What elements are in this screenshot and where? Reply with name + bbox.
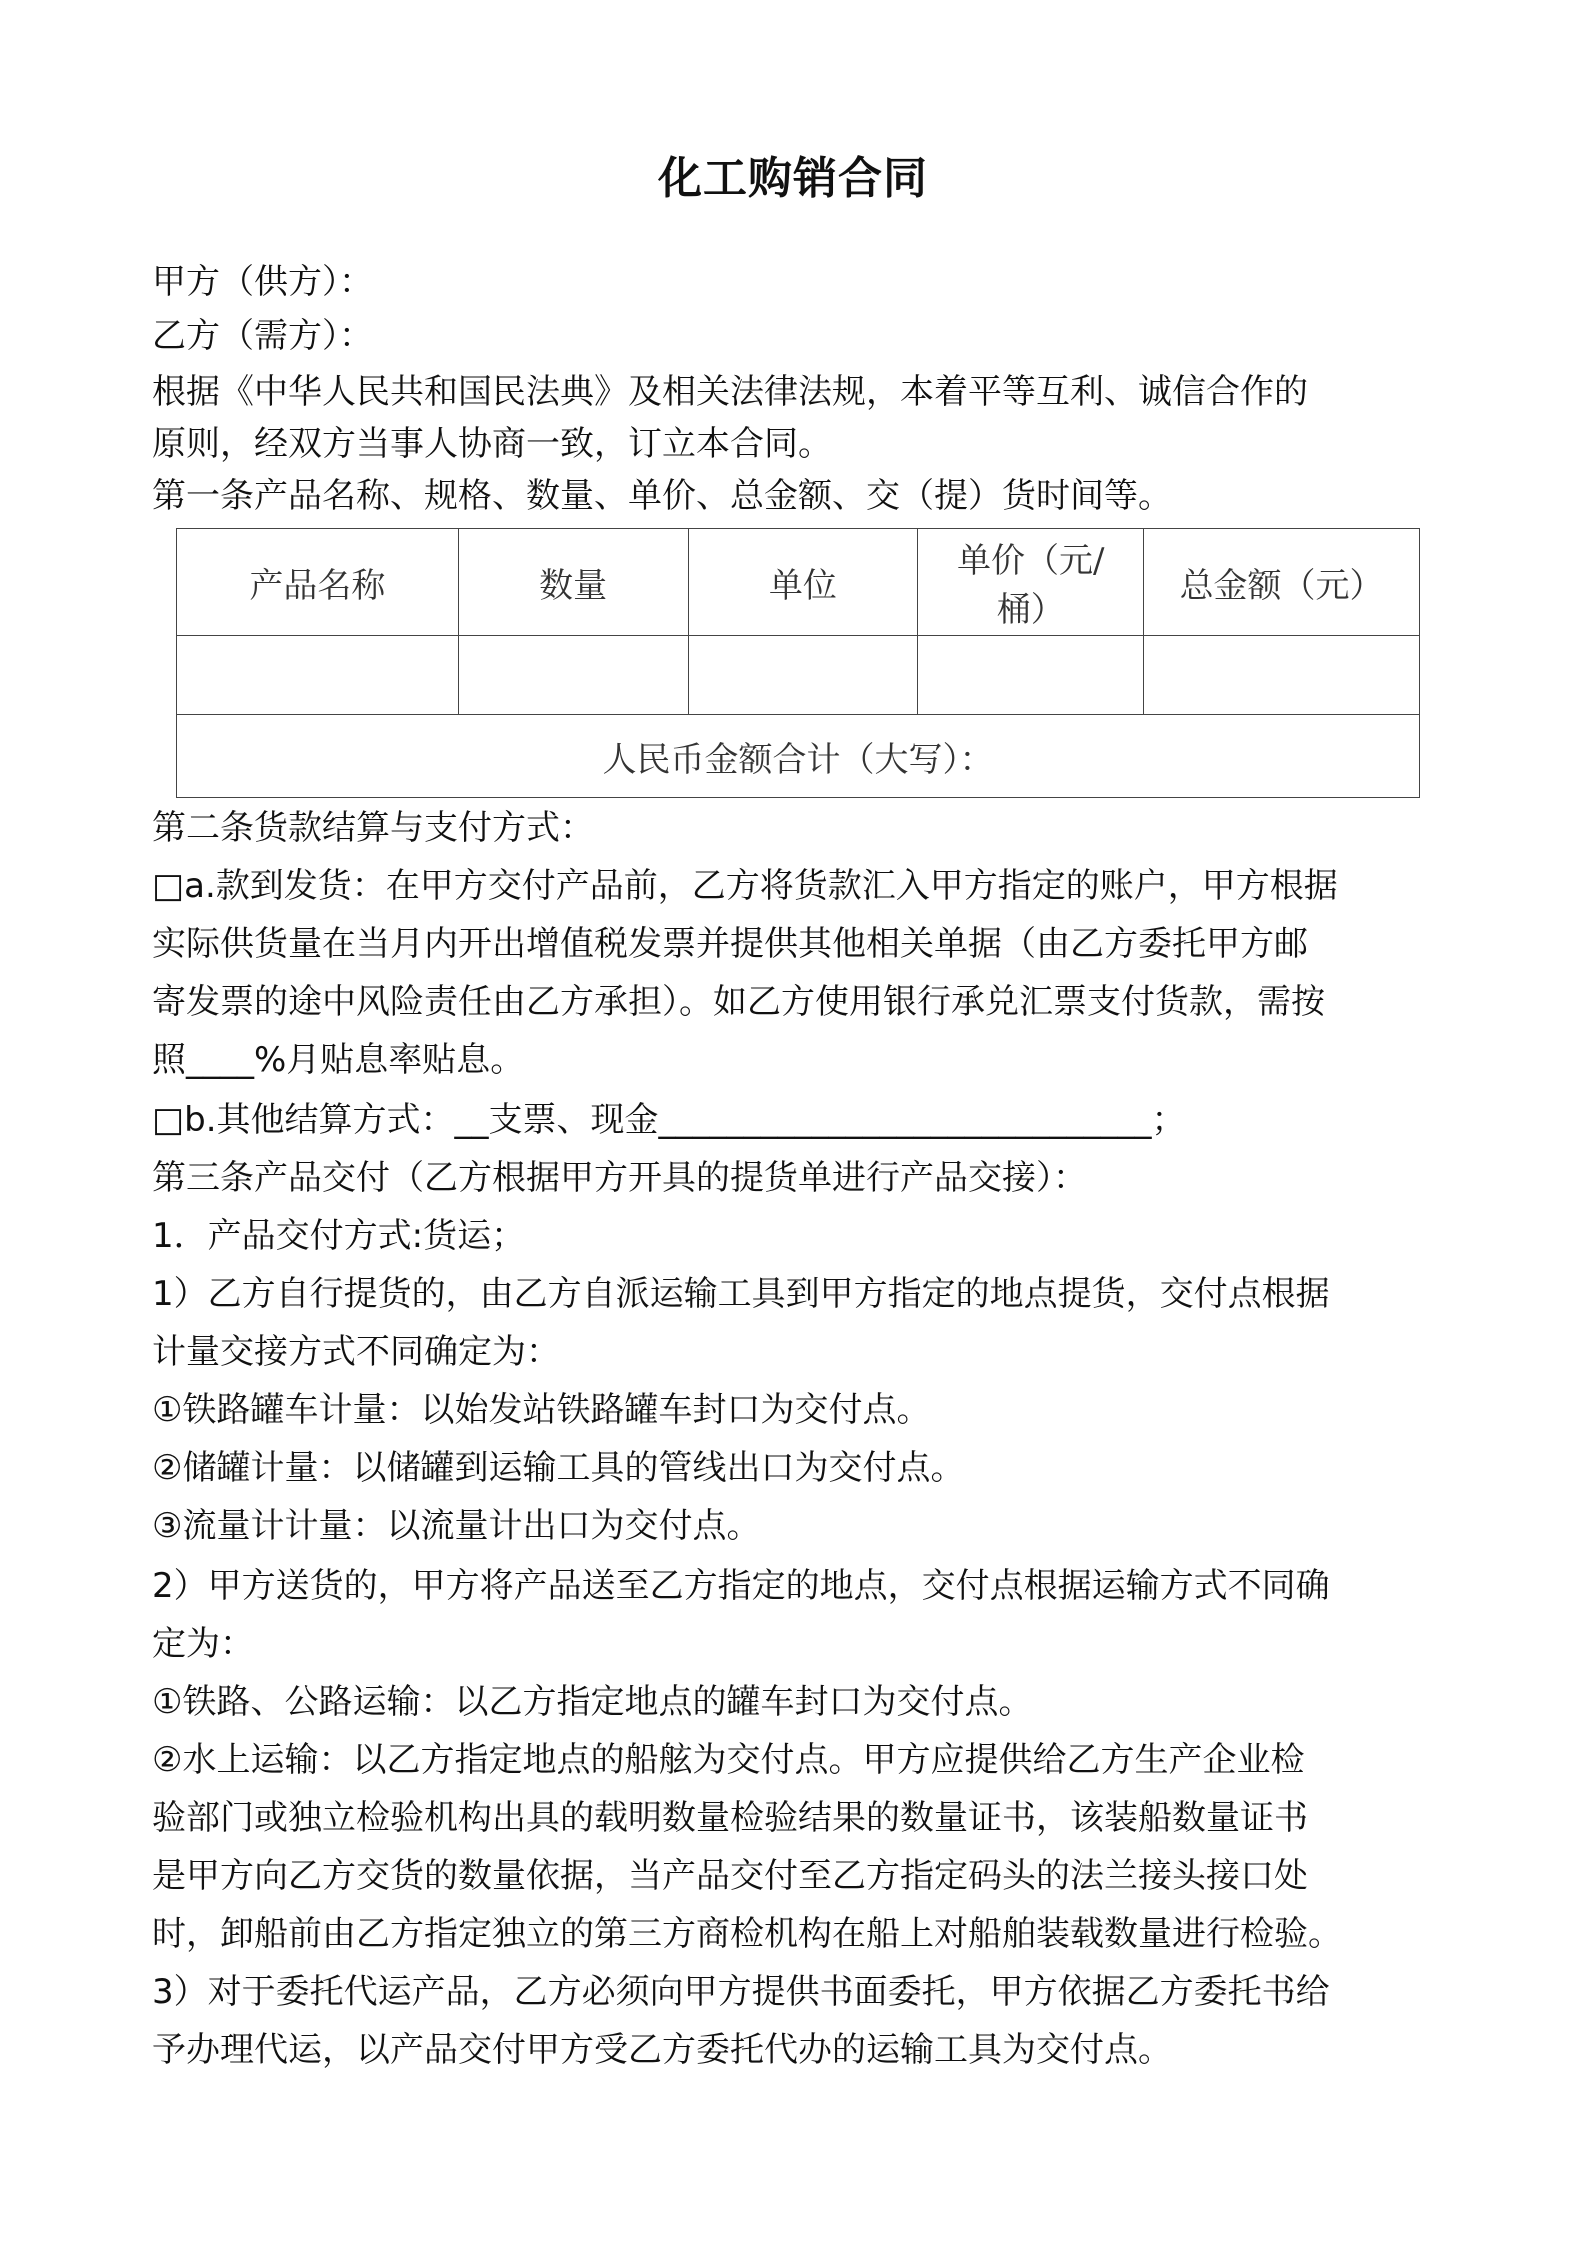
intro-line-1: 根据《中华人民共和国民法典》及相关法律法规，本着平等互利、诚信合作的 — [152, 372, 1308, 412]
consignment-line-2: 予办理代运，以产品交付甲方受乙方委托代办的运输工具为交付点。 — [152, 2030, 1172, 2070]
option-a-line-2: 实际供货量在当月内开出增值税发票并提供其他相关单据（由乙方委托甲方邮 — [152, 924, 1308, 964]
header-unit-price — [918, 529, 1144, 636]
article-2-heading: 第二条货款结算与支付方式： — [152, 808, 594, 848]
delivery-point-2-line-3: 是甲方向乙方交货的数量依据，当产品交付至乙方指定码头的法兰接头接口处 — [152, 1856, 1308, 1896]
delivery-point-1: ①铁路、公路运输：以乙方指定地点的罐车封口为交付点。 — [152, 1682, 1033, 1722]
total-in-words[interactable]: 人民币金额合计（大写）： — [177, 715, 1420, 798]
header-unit-price-line-2: 桶） — [996, 590, 1065, 630]
delivery-point-2-line-2: 验部门或独立检验机构出具的载明数量检验结果的数量证书，该装船数量证书 — [152, 1798, 1308, 1838]
party-a-line: 甲方（供方）： — [152, 262, 373, 302]
header-quantity: 数量 — [458, 529, 688, 636]
delivery-point-2-line-1: ②水上运输：以乙方指定地点的船舷为交付点。甲方应提供给乙方生产企业检 — [152, 1740, 1305, 1780]
option-a-line-3: 寄发票的途中风险责任由乙方承担）。如乙方使用银行承兑汇票支付货款，需按 — [152, 982, 1325, 1022]
header-unit: 单位 — [688, 529, 918, 636]
cell-unit[interactable] — [688, 636, 918, 715]
option-a-line-4: 照____%月贴息率贴息。 — [152, 1040, 525, 1080]
supplier-delivery-line-2: 定为： — [152, 1624, 254, 1664]
party-b-line: 乙方（需方）： — [152, 316, 373, 356]
cell-unit-price[interactable] — [918, 636, 1144, 715]
cell-quantity[interactable] — [458, 636, 688, 715]
table-row — [177, 636, 1420, 715]
document-title: 化工购销合同 — [658, 153, 928, 204]
header-product-name: 产品名称 — [177, 529, 459, 636]
header-unit-price-line-1: 单价（元/ — [956, 541, 1105, 581]
cell-total-amount[interactable] — [1144, 636, 1420, 715]
option-a-line-1: □a.款到发货：在甲方交付产品前，乙方将货款汇入甲方指定的账户，甲方根据 — [152, 866, 1338, 906]
consignment-line-1: 3）对于委托代运产品，乙方必须向甲方提供书面委托，甲方依据乙方委托书给 — [152, 1972, 1330, 2012]
delivery-point-2-line-4: 时，卸船前由乙方指定独立的第三方商检机构在船上对船舶装载数量进行检验。 — [152, 1914, 1342, 1954]
delivery-method-line: 1．产品交付方式:货运； — [152, 1216, 526, 1256]
cell-product-name[interactable] — [177, 636, 459, 715]
table-header-row — [177, 529, 1420, 636]
supplier-delivery-line-1: 2）甲方送货的，甲方将产品送至乙方指定的地点，交付点根据运输方式不同确 — [152, 1566, 1330, 1606]
option-b-line: □b.其他结算方式：__支票、现金_____________________________； — [152, 1100, 1186, 1140]
article-3-heading: 第三条产品交付（乙方根据甲方开具的提货单进行产品交接）： — [152, 1158, 1087, 1198]
intro-line-2: 原则，经双方当事人协商一致，订立本合同。 — [152, 424, 832, 464]
self-pickup-line-2: 计量交接方式不同确定为： — [152, 1332, 560, 1372]
self-pickup-line-1: 1）乙方自行提货的，由乙方自派运输工具到甲方指定的地点提货，交付点根据 — [152, 1274, 1330, 1314]
table-total-row — [177, 715, 1420, 798]
product-table — [176, 528, 1420, 798]
article-1-heading: 第一条产品名称、规格、数量、单价、总金额、交（提）货时间等。 — [152, 476, 1172, 516]
header-total-amount: 总金额（元） — [1144, 529, 1420, 636]
pickup-point-1: ①铁路罐车计量：以始发站铁路罐车封口为交付点。 — [152, 1390, 931, 1430]
pickup-point-3: ③流量计计量：以流量计出口为交付点。 — [152, 1506, 761, 1546]
pickup-point-2: ②储罐计量：以储罐到运输工具的管线出口为交付点。 — [152, 1448, 965, 1488]
